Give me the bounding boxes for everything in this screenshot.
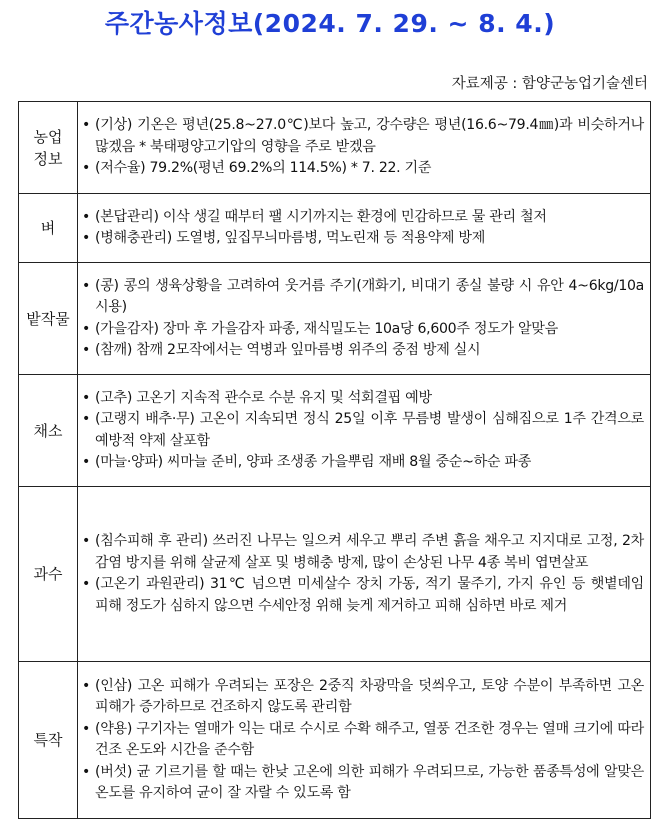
list-item: • (약용) 구기자는 열매가 익는 대로 수시로 수확 해주고, 열풍 건조한 경우는 열매 크기에 따라 건조 온도와 시간을 준수함	[82, 719, 644, 762]
category-label: 밭작물	[26, 309, 70, 328]
category-label: 채소	[33, 421, 63, 440]
content-cell	[78, 487, 651, 662]
category-cell	[19, 102, 78, 194]
content-cell	[78, 662, 651, 819]
category-label: 농업	[33, 127, 63, 146]
category-label: 과수	[33, 565, 63, 583]
category-cell	[19, 487, 78, 662]
table-row	[19, 102, 651, 194]
list-item: • (마늘·양파) 씨마늘 준비, 양파 조생종 가을뿌림 재배 8월 중순~하순 파종	[82, 452, 644, 474]
list-item: • (병해충관리) 도열병, 잎집무늬마름병, 먹노린재 등 적용약제 방제	[82, 228, 644, 250]
list-item: • (버섯) 균 기르기를 할 때는 한낮 고온에 의한 피해가 우려되므로, 가능한 품종특성에 알맞은 온도를 유지하여 균이 잘 자랄 수 있도록 함	[82, 762, 644, 805]
list-item: • (인삼) 고온 피해가 우려되는 포장은 2중직 차광막을 덧씌우고, 토양 수분이 부족하면 고온 피해가 증가하므로 건조하지 않도록 관리함	[82, 676, 644, 719]
table-row	[19, 375, 651, 487]
source-credit: 자료제공 : 함양군농업기술센터	[451, 76, 648, 92]
list-item: • (고랭지 배추·무) 고온이 지속되면 정식 25일 이후 무름병 발생이 심해짐으로 1주 간격으로 예방적 약제 살포함	[82, 409, 644, 452]
list-item: • (본답관리) 이삭 생길 때부터 팰 시기까지는 환경에 민감하므로 물 관리 철저	[82, 207, 644, 229]
category-cell	[19, 194, 78, 263]
table-row	[19, 487, 651, 662]
list-item: • (기상) 기온은 평년(25.8~27.0℃)보다 높고, 강수량은 평년(16.6~79.4㎜)과 비슷하거나 많겠음 * 북태평양고기압의 영향을 주로 받겠음	[82, 115, 644, 158]
table-row	[19, 263, 651, 375]
table-row	[19, 194, 651, 263]
category-label: 특작	[33, 731, 63, 749]
content-cell	[78, 194, 651, 263]
list-item: • (고추) 고온기 지속적 관수로 수분 유지 및 석회결핍 예방	[82, 388, 644, 410]
content-cell	[78, 102, 651, 194]
info-table	[18, 101, 651, 819]
category-label: 정보	[33, 149, 63, 168]
content-cell	[78, 263, 651, 375]
list-item: • (저수율) 79.2%(평년 69.2%의 114.5%) * 7. 22. 기준	[82, 158, 644, 180]
category-cell	[19, 263, 78, 375]
category-label: 벼	[40, 219, 56, 237]
list-item: • (침수피해 후 관리) 쓰러진 나무는 일으켜 세우고 뿌리 주변 흙을 채우고 지지대로 고정, 2차 감염 방지를 위해 살균제 살포 및 병해충 방제, 많이 손상된 나무 4종 복비 엽면살포	[82, 531, 644, 574]
content-cell	[78, 375, 651, 487]
list-item: • (가을감자) 장마 후 가을감자 파종, 재식밀도는 10a당 6,600주 정도가 알맞음	[82, 319, 644, 341]
category-cell	[19, 662, 78, 819]
list-item: • (참깨) 참깨 2모작에서는 역병과 잎마름병 위주의 중점 방제 실시	[82, 340, 644, 362]
table-row	[19, 662, 651, 819]
list-item: • (콩) 콩의 생육상황을 고려하여 웃거름 주기(개화기, 비대기 종실 불량 시 유안 4~6kg/10a 시용)	[82, 276, 644, 319]
list-item: • (고온기 과원관리) 31℃ 넘으면 미세살수 장치 가동, 적기 물주기, 가지 유인 등 햇볕데임 피해 정도가 심하지 않으면 수세안정 위해 늦게 제거하고 피해 심하면 바로 제거	[82, 574, 644, 617]
category-cell	[19, 375, 78, 487]
page-title: 주간농사정보(2024. 7. 29. ~ 8. 4.)	[104, 9, 556, 38]
